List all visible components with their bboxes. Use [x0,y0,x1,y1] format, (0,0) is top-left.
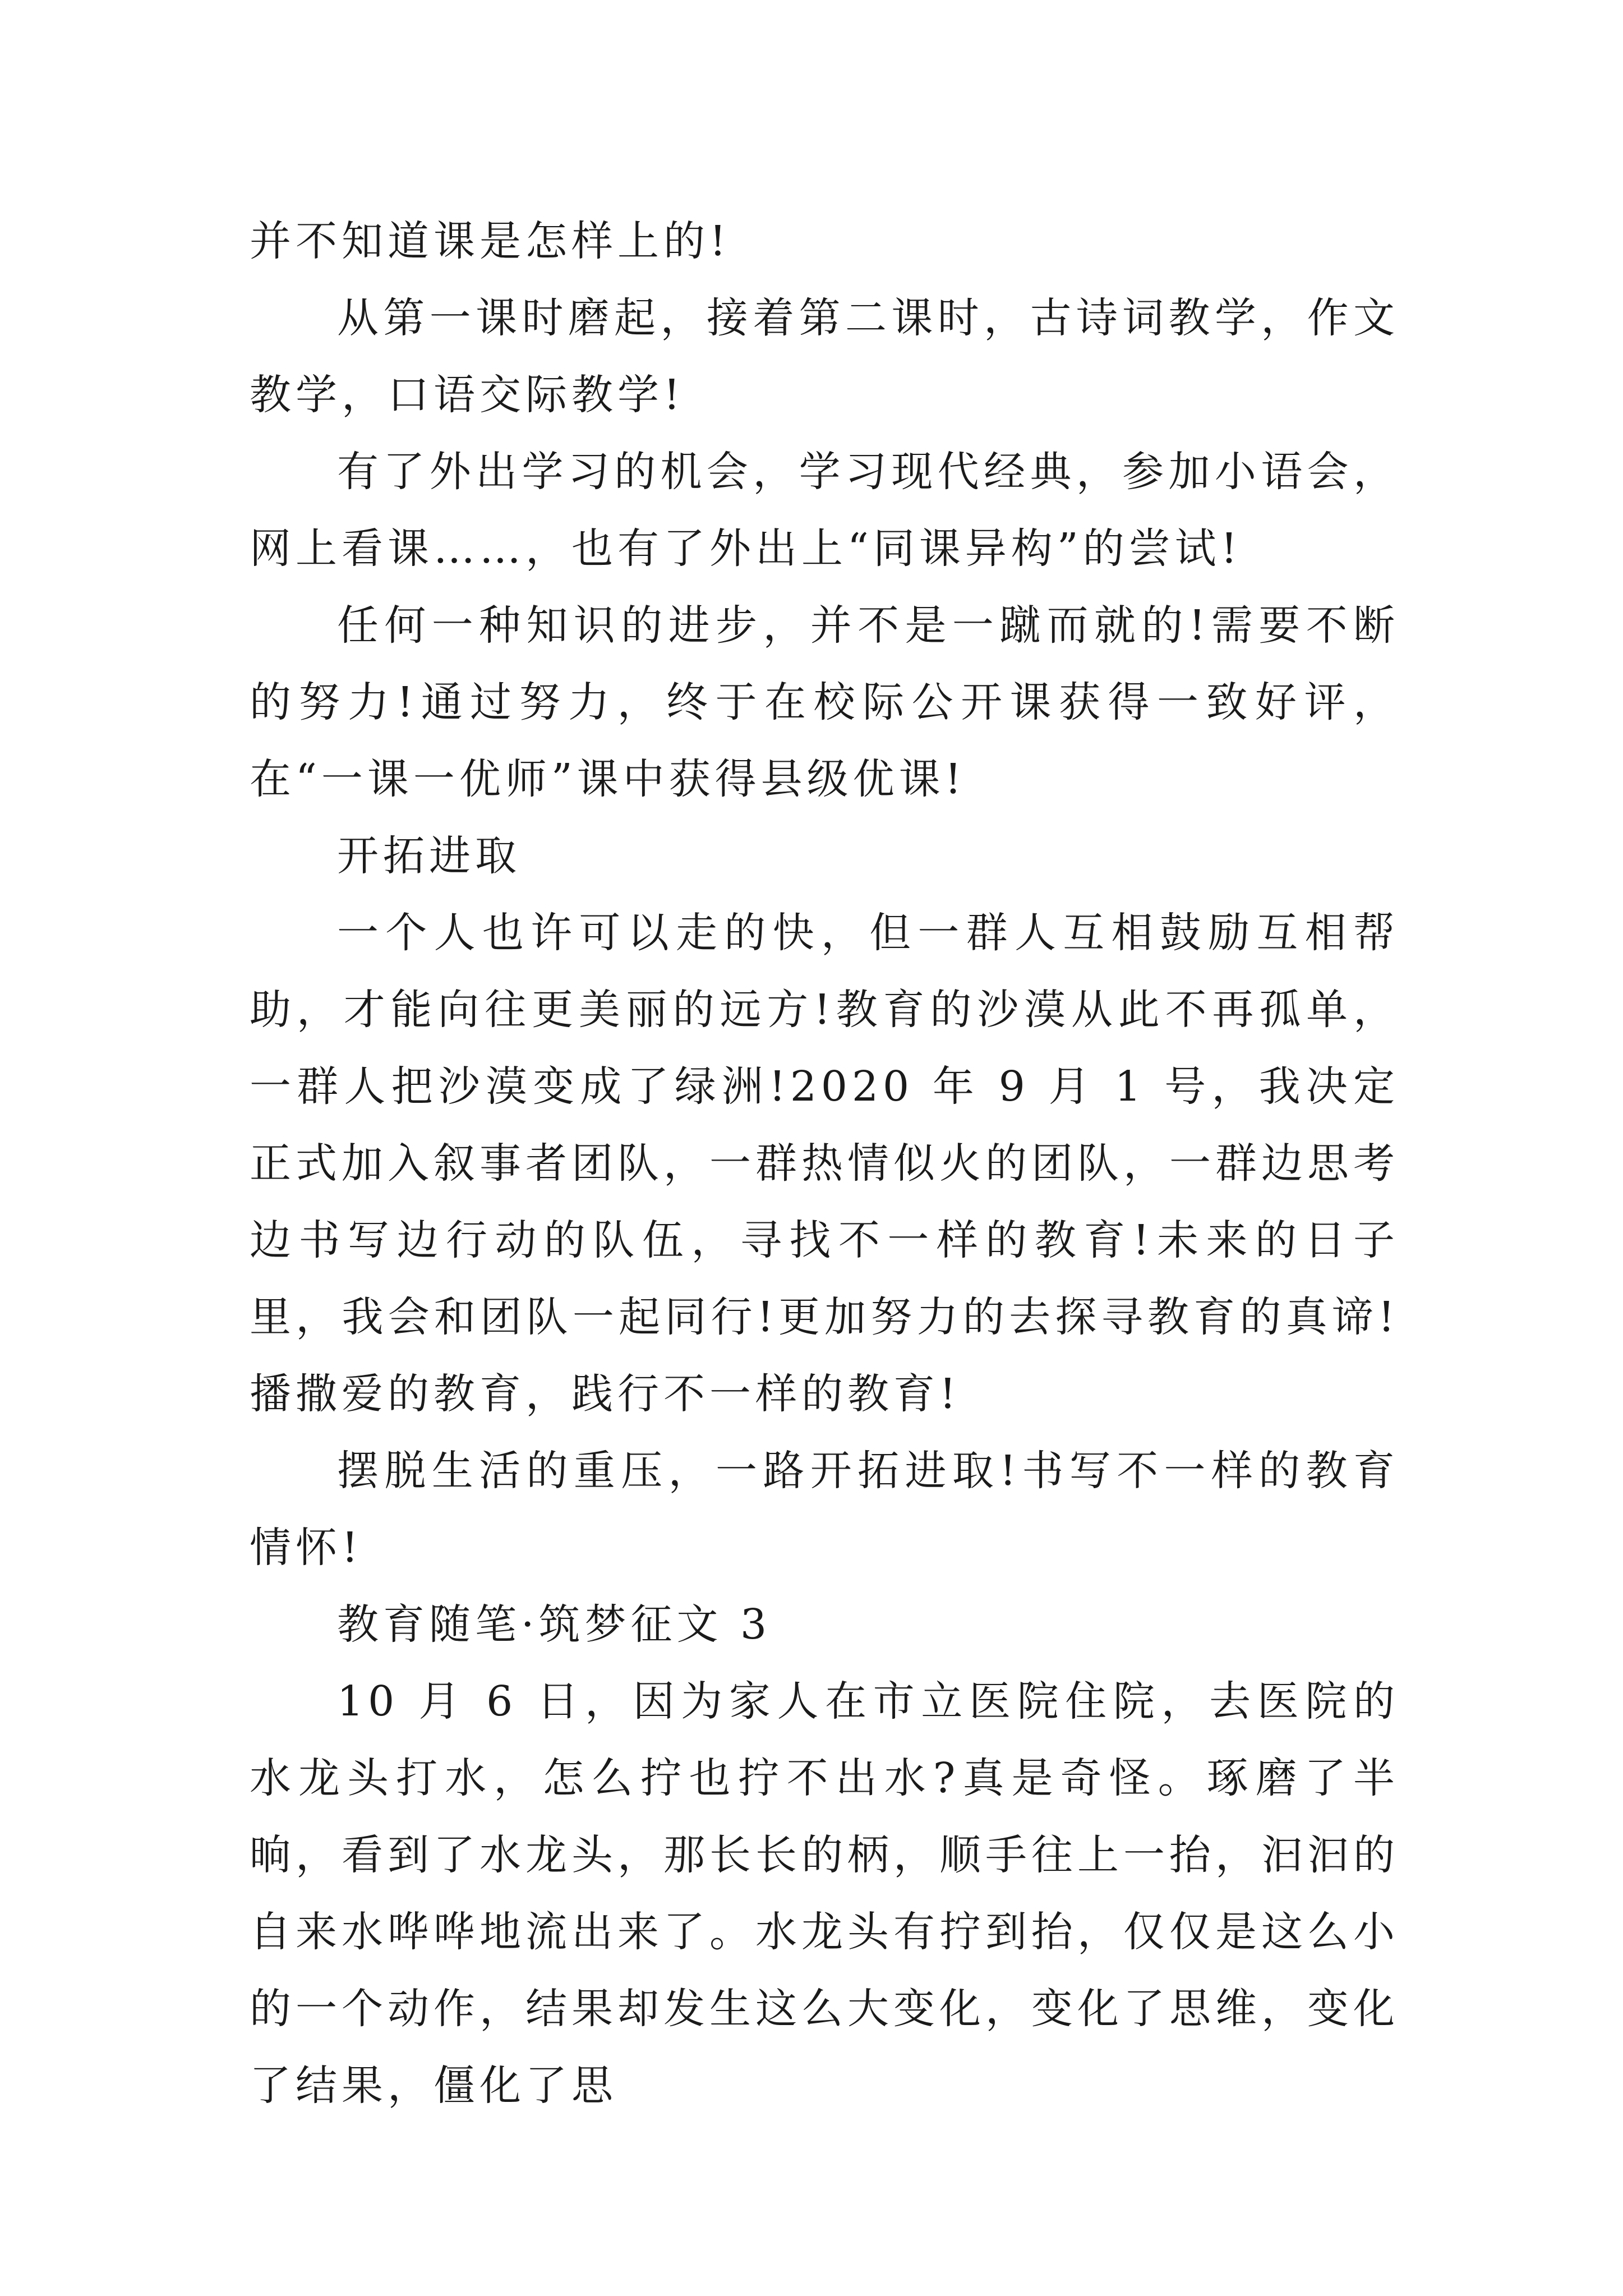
paragraph-6: 一个人也许可以走的快，但一群人互相鼓励互相帮助，才能向往更美丽的远方!教育的沙漠从此不再孤单，一群人把沙漠变成了绿洲!2020 年 9 月 1 号，我决定正式加入叙事者团队，一群热情似火的团队，一群边思考边书写边行动的队伍，寻找不一样的教育!未来的日子里，我会和团队一起同行!更加努力的去探寻教育的真谛!播撒爱的教育，践行不一样的教育! [250,909,1399,1418]
paragraph-2: 从第一课时磨起，接着第二课时，古诗词教学，作文教学，口语交际教学! [250,294,1399,419]
paragraph-4: 任何一种知识的进步，并不是一蹴而就的!需要不断的努力!通过努力，终于在校际公开课获得一致好评，在“一课一优师”课中获得县级优课! [250,601,1399,803]
essay-title-3: 教育随笔·筑梦征文 3 [337,1600,772,1649]
paragraph-9: 10 月 6 日，因为家人在市立医院住院，去医院的水龙头打水，怎么拧也拧不出水?真是奇怪。琢磨了半晌，看到了水龙头，那长长的柄，顺手往上一抬，汩汩的自来水哗哗地流出来了。水龙头有拧到抬，仅仅是这么小的一个动作，结果却发生这么大变化，变化了思维，变化了结果，僵化了思 [250,1677,1399,2110]
paragraph-7: 摆脱生活的重压，一路开拓进取!书写不一样的教育情怀! [250,1447,1399,1572]
document-body [250,203,1399,2124]
paragraph-3: 有了外出学习的机会，学习现代经典，参加小语会，网上看课……，也有了外出上“同课异构”的尝试! [250,448,1399,573]
section-heading-pioneering: 开拓进取 [337,832,521,880]
paragraph-1: 并不知道课是怎样上的! [250,217,731,265]
